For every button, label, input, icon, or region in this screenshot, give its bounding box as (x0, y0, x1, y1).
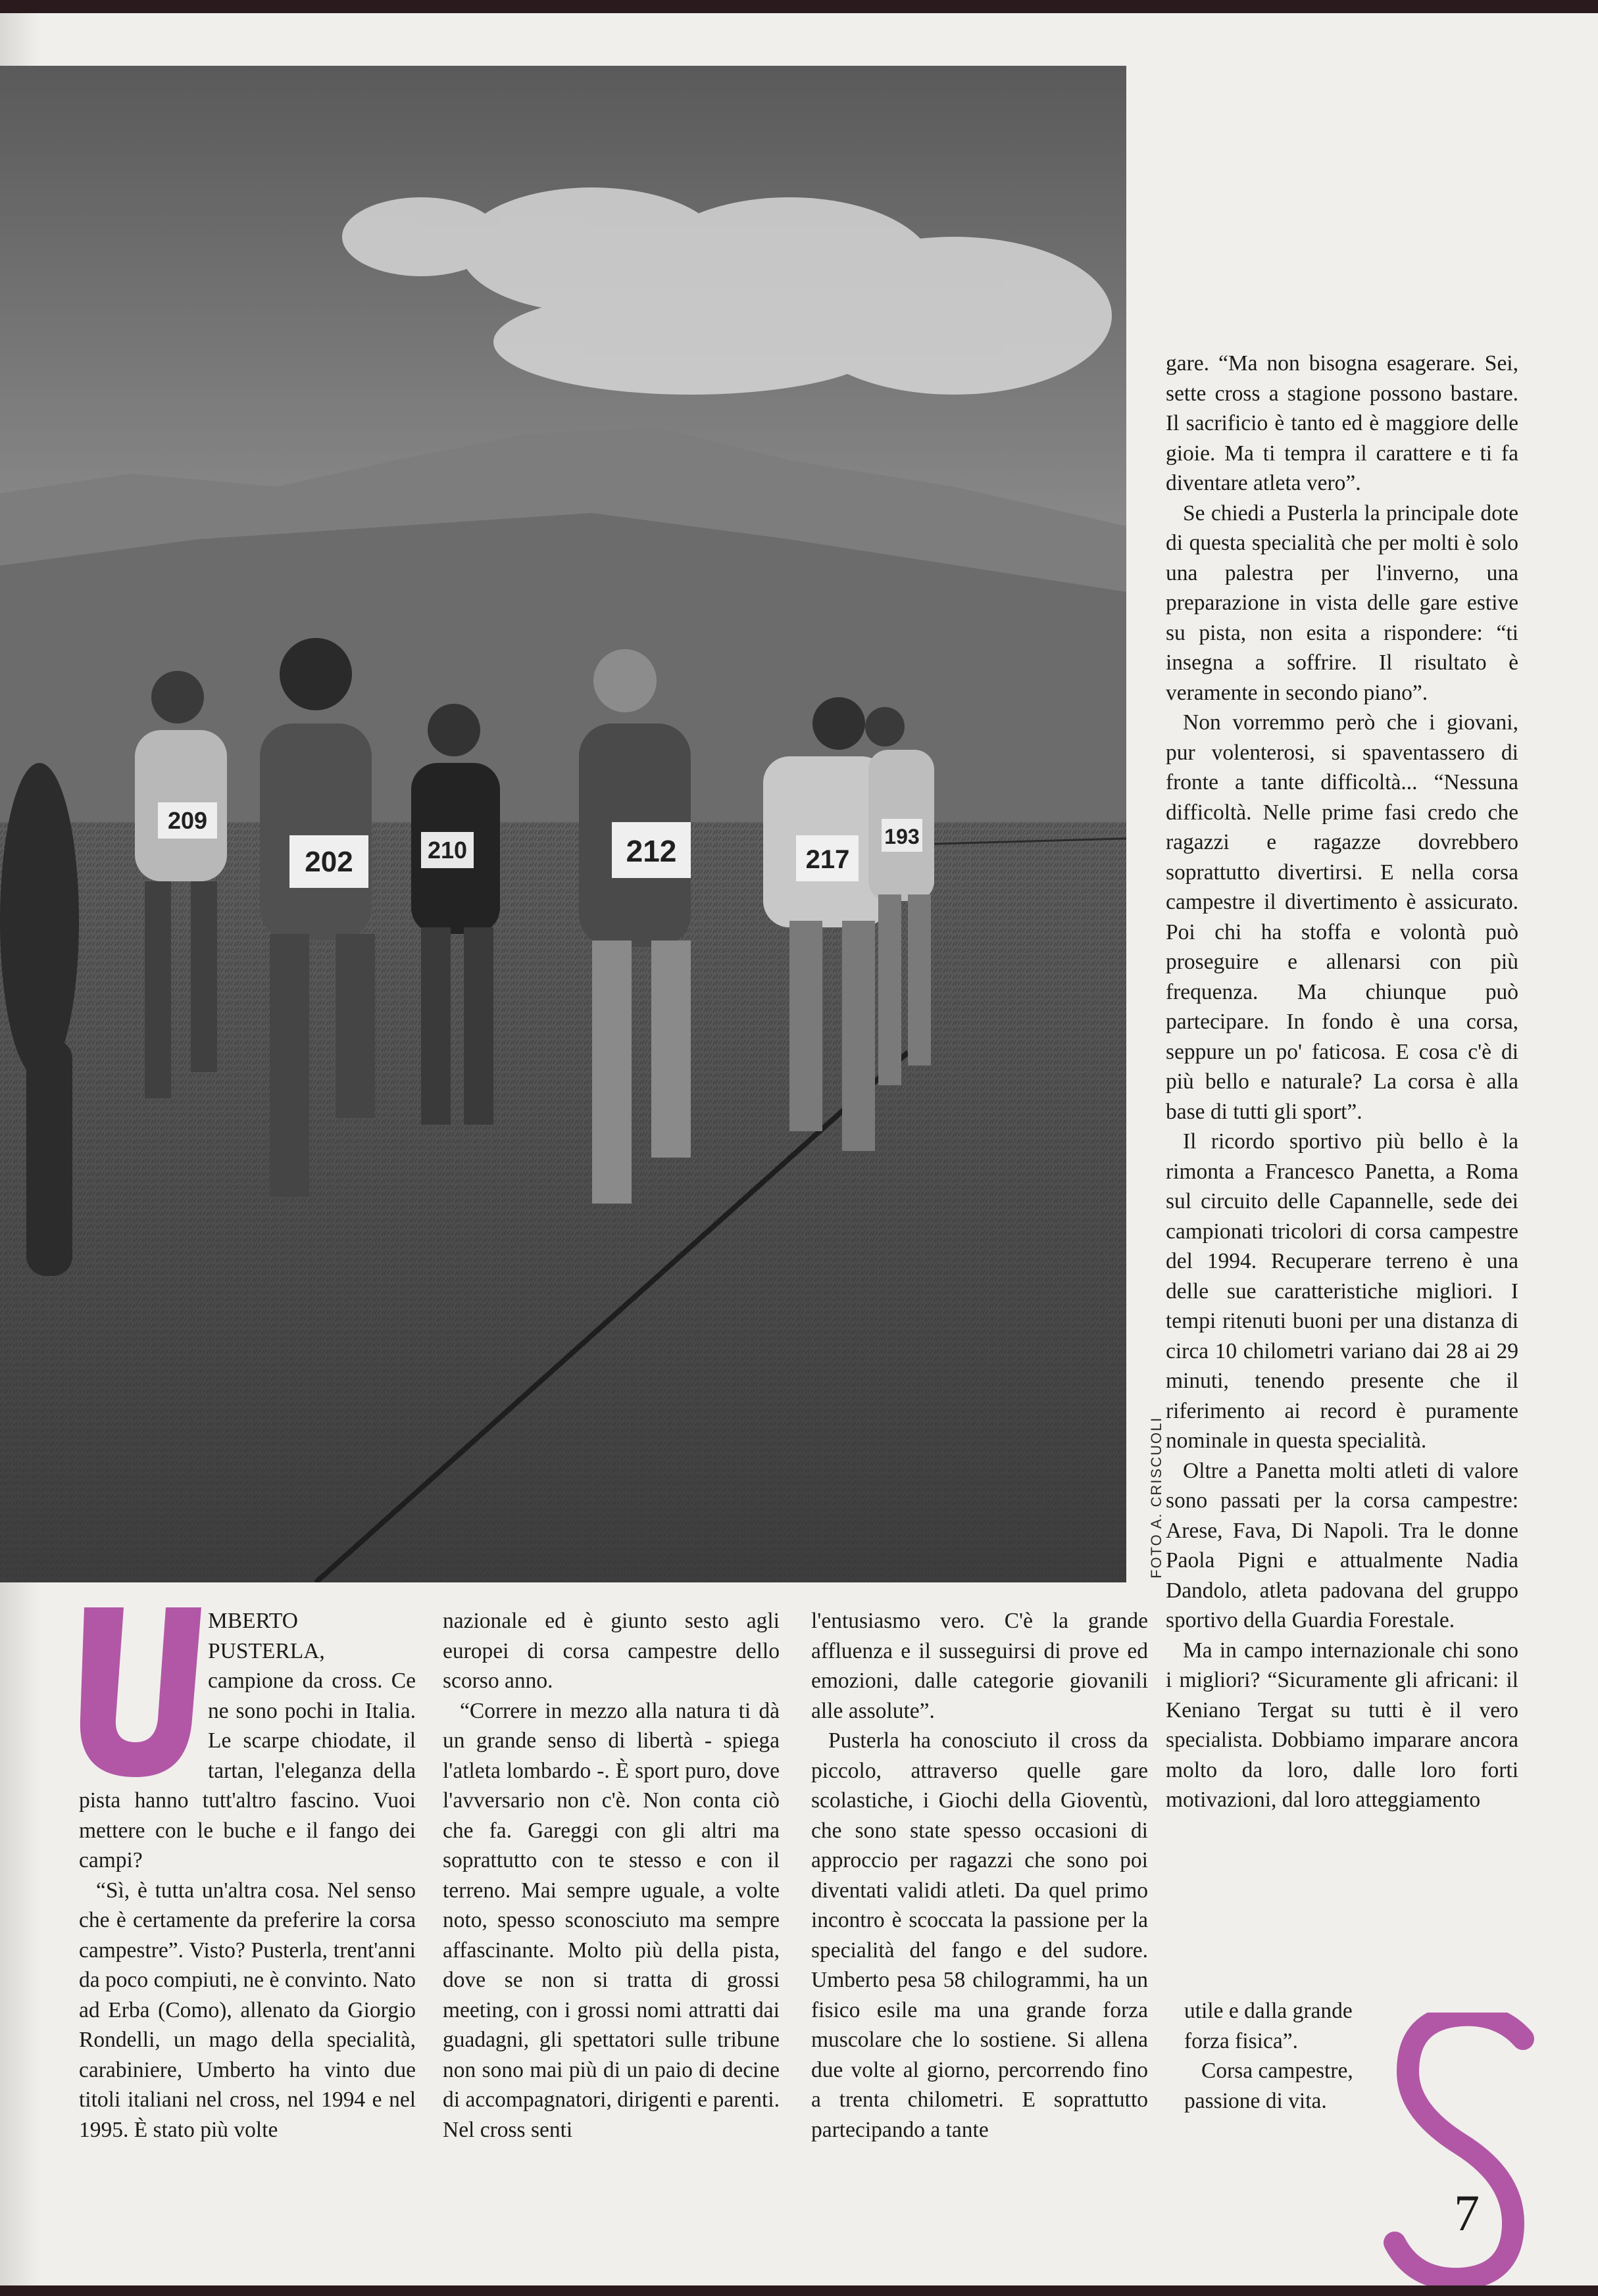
paragraph: Non vorremmo però che i giovani, pur volenterosi, si spaventassero di fronte a tante difficoltà... “Nessuna difficoltà. Nelle prime fasi credo che ragazzi e ragazze dovrebbero soprattutto divertirsi. E nella corsa campestre il divertimento è assicurato. Poi chi ha stoffa e volontà può proseguire e allenarsi con più frequenza. Ma chiunque può partecipare. In fondo è una corsa, seppure un po' faticosa. E cosa c'è di più bello e naturale? La corsa è alla base di tutti gli sport”. (1166, 710, 1518, 1124)
closing-lines (1184, 1996, 1382, 2116)
paragraph: Se chiedi a Pusterla la principale dote di questa specialità che per molti è solo una palestra per l'inverno, una preparazione in vista delle gare estive su pista, non esita a rispondere: “ti insegna a soffrire. Il risultato è veramente in secondo piano”. (1166, 501, 1518, 705)
drop-cap-u (72, 1607, 201, 1777)
top-edge (0, 0, 1598, 13)
paragraph: Il ricordo sportivo più bello è la rimonta a Francesco Panetta, a Roma sul circuito delle Capannelle, sede dei campionati tricolori di corsa campestre del 1994. Recuperare terreno è una delle sue caratteristiche migliori. I tempi ritenuti buoni per una distanza di circa 10 chilometri variano dai 28 ai 29 minuti, tenendo presente che il riferimento ai record è puramente nominale in questa specialità. (1166, 1129, 1518, 1453)
bib-202: 202 (305, 846, 353, 878)
cross-country-photo (0, 66, 1126, 1582)
bib-217: 217 (805, 845, 850, 874)
bottom-edge (0, 2285, 1598, 2296)
paragraph: Oltre a Panetta molti atleti di valore sono passati per la corsa campestre: Arese, Fava, Di Napoli. Tra le donne Paola Pigni e attualmente Nadia Dandolo, atleta padovana del gruppo sportivo della Guardia Forestale. (1166, 1458, 1518, 1632)
photo-credit: FOTO A. CRISCUOLI (1148, 1416, 1164, 1578)
paragraph: nazionale ed è giunto sesto agli europei di corsa campestre dello scorso anno. (443, 1609, 780, 1693)
paragraph: MBERTO PUSTERLA, campione da cross. Ce ne sono pochi in Italia. Le scarpe chiodate, il tartan, l'eleganza della pista hanno tutt'altro fascino. Vuoi mettere con le buche e il fango dei campi? (79, 1609, 416, 1872)
article-column-1 (79, 1606, 416, 2145)
decorative-s-letter (1382, 2013, 1546, 2289)
article-column-3 (811, 1606, 1148, 2145)
paragraph: utile e dalla grande forza fisica”. (1184, 1999, 1353, 2053)
paragraph: Pusterla ha conosciuto il cross da piccolo, attraverso quelle gare scolastiche, i Giochi della Gioventù, che sono state spesso occasioni di approccio per ragazzi che sono poi diventati validi atleti. Da quel primo incontro è scoccata la passione per la specialità del fango e del sudore. Umberto pesa 58 chilogrammi, ha un fisico esile ma una grande forza muscolare che lo sostiene. Si allena due volte al giorno, percorrendo fino a trenta chilometri. E soprattutto partecipando a tante (811, 1728, 1148, 2142)
paragraph: “Correre in mezzo alla natura ti dà un grande senso di libertà - spiega l'atleta lombardo -. È sport puro, dove l'avversario non c'è. Non conta ciò che fa. Gareggi con gli altri ma soprattutto con te stesso e con il terreno. Mai sempre uguale, a volte noto, spesso sconosciuto ma sempre affascinante. Molto più della pista, dove se non si tratta di grossi meeting, con i grossi nomi attratti dai guadagni, gli spettatori sulle tribune non sono mai più di un paio di decine di accompagnatori, dirigenti e parenti. Nel cross senti (443, 1698, 780, 2142)
article-column-2 (443, 1606, 780, 2145)
bib-193: 193 (884, 825, 920, 848)
paragraph: Corsa campestre, passione di vita. (1184, 2059, 1353, 2113)
paragraph: Ma in campo internazionale chi sono i migliori? “Sicuramente gli africani: il Keniano Tergat su tutti è il vero specialista. Dobbiamo imparare ancora molto da loro, dalle loro forti motivazioni, dal loro atteggiamento (1166, 1638, 1518, 1812)
bib-210: 210 (427, 837, 468, 864)
paragraph: l'entusiasmo vero. C'è la grande affluenza e il susseguirsi di prove ed emozioni, dalle categorie giovanili alle assolute”. (811, 1609, 1148, 1723)
page-number: 7 (1454, 2184, 1480, 2241)
bib-212: 212 (626, 834, 677, 868)
paragraph: gare. “Ma non bisogna esagerare. Sei, sette cross a stagione possono bastare. Il sacrificio è tanto ed è maggiore delle gioie. Ma ti tempra il carattere e ti fa diventare atleta vero”. (1166, 351, 1518, 495)
article-column-4 (1166, 349, 1518, 1815)
paragraph: “Sì, è tutta un'altra cosa. Nel senso che è certamente da preferire la corsa campestre”. Visto? Pusterla, trent'anni da poco compiuti, ne è convinto. Nato ad Erba (Como), allenato da Giorgio Rondelli, un mago della specialità, carabiniere, Umberto ha vinto due titoli italiani nel cross, nel 1994 e nel 1995. È stato più volte (79, 1878, 416, 2142)
bib-209: 209 (167, 807, 208, 834)
